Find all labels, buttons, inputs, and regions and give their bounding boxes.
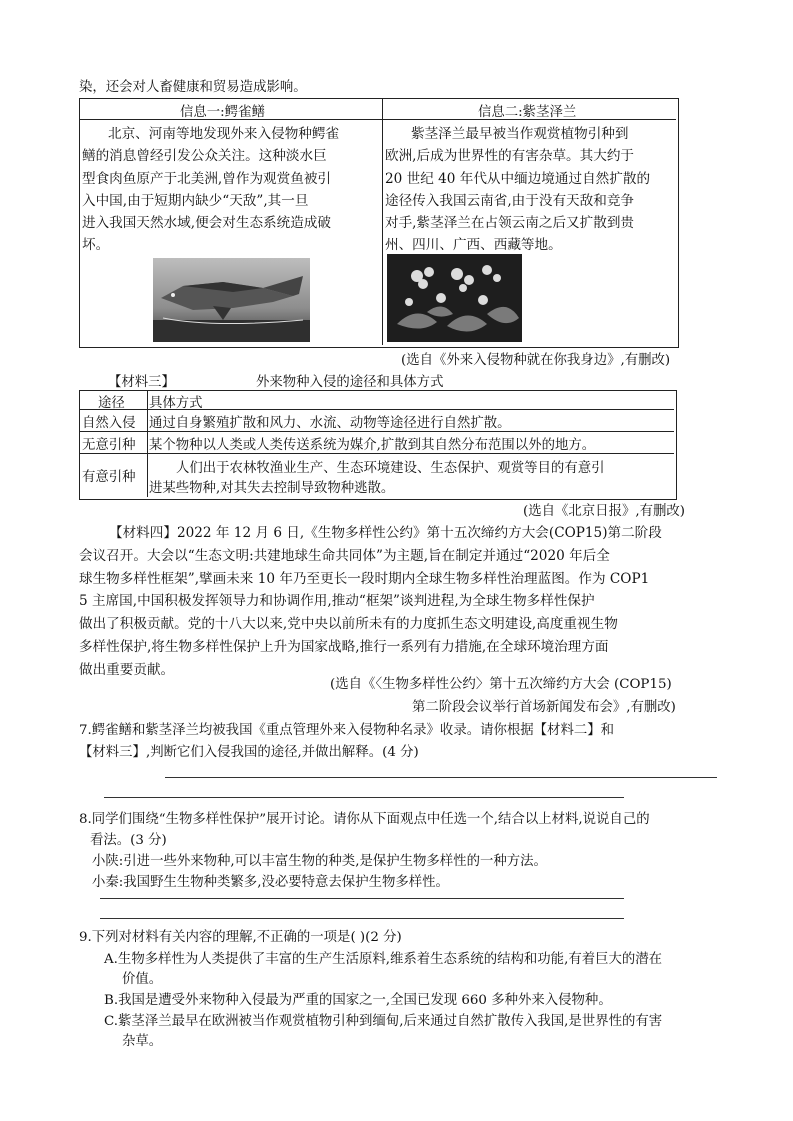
alligator-gar-photo: [153, 258, 310, 342]
header-method: 具体方式: [149, 396, 203, 411]
q9-option-a-line1[interactable]: A.生物多样性为人类提供了丰富的生产生活原料,维系着生态系统的结构和功能,有着巨大的潜在: [104, 952, 663, 967]
route-natural: 自然入侵: [82, 416, 136, 431]
q7-answer-line[interactable]: [104, 797, 624, 798]
method-natural: 通过自身繁殖扩散和风力、水流、动物等途径进行自然扩散。: [149, 416, 511, 431]
material4-source-line1: (选自《〈生物多样性公约〉第十五次缔约方大会 (COP15): [330, 677, 672, 692]
info-table: [79, 98, 679, 348]
q7-line1: 7.鳄雀鳝和紫茎泽兰均被我国《重点管理外来入侵物种名录》收录。请你根据【材料二】和: [79, 723, 615, 738]
intro-line: 染，还会对人畜健康和贸易造成影响。: [79, 80, 307, 95]
left-header: 信息一:鳄雀鳝: [180, 105, 265, 120]
material4-source-line2: 第二阶段会议举行首场新闻发布会》,有删改): [412, 700, 676, 715]
q8-line1: 8.同学们围绕“生物多样性保护”展开讨论。请你从下面观点中任选一个,结合以上材料,说说自己的: [79, 812, 650, 827]
q9-stem: 9.下列对材料有关内容的理解,不正确的一项是( )(2 分): [79, 930, 402, 945]
right-header: 信息二:紫茎泽兰: [478, 105, 577, 120]
q7-answer-line[interactable]: [165, 777, 717, 778]
routes-row-divider: [80, 453, 674, 454]
route-unintentional: 无意引种: [82, 438, 136, 453]
header-divider: [80, 119, 676, 120]
crofton-weed-photo: [387, 254, 522, 342]
route-intentional: 有意引种: [82, 470, 136, 485]
q9-option-a-line2: 价值。: [122, 972, 163, 987]
q8-answer-line[interactable]: [100, 898, 624, 899]
info-source: (选自《外来入侵物种就在你我身边》,有删改): [401, 353, 671, 368]
left-paragraph: 北京、河南等地发现外来入侵物种鳄雀 鳝的消息曾经引发公众关注。这种淡水巨 型食肉鱼原产于北美洲,曾作为观赏鱼被引 入中国,由于短期内缺少“天敌”,其一旦 进入我国天然水域,便会对生态系统造成破 坏。: [82, 126, 340, 254]
q9-option-b[interactable]: B.我国是遭受外来物种入侵最为严重的国家之一,全国已发现 660 多种外来入侵物种。: [104, 993, 612, 1008]
right-paragraph: 紫茎泽兰最早被当作观赏植物引种到 欧洲,后成为世界性的有害杂草。其大约于 20 世纪 40 年代从中缅边境通过自然扩散的 途径传入我国云南省,由于没有天敌和竞争 对手,紫茎泽兰在占领云南之后又扩散到贵 州、四川、广西、西藏等地。: [385, 126, 651, 254]
routes-table: [79, 390, 677, 500]
q8-line2: 看法。(3 分): [90, 833, 167, 848]
routes-col-divider: [147, 391, 148, 497]
q8-answer-line[interactable]: [100, 918, 624, 919]
column-divider: [382, 99, 383, 345]
material3-source: (选自《北京日报》,有删改): [523, 504, 686, 519]
method-unintentional: 某个物种以人类或人类传送系统为媒介,扩散到其自然分布范围以外的地方。: [149, 438, 596, 453]
method-intentional-line2: 进某些物种,对其失去控制导致物种逃散。: [149, 481, 395, 496]
header-route: 途径: [98, 396, 125, 411]
material4-paragraph: 【材料四】2022 年 12 月 6 日,《生物多样性公约》第十五次缔约方大会(COP15)第二阶段 会议召开。大会以“生态文明:共建地球生命共同体”为主题,旨在制定并通过“2020 年后全 球生物多样性框架”,擘画未来 10 年乃至更长一段时期内全球生物多样性治理蓝图。作为 COP1 5 主席国,中国积极发挥领导力和协调作用,推动“框架”谈判进程,为全球生物多样性保护 做出了积极贡献。党的十八大以来,党中央以前所未有的力度抓生态文明建设,高度重视生物 多样性保护,将生物多样性保护上升为国家战略,推行一系列有力措施,在全球环境治理方面 做出重要贡献。: [79, 525, 662, 678]
q8-view-1: 小陕:引进一些外来物种,可以丰富生物的种类,是保护生物多样性的一种方法。: [92, 854, 547, 869]
material3-title: 外来物种入侵的途径和具体方式: [256, 375, 444, 390]
q9-option-c-line1[interactable]: C.紫茎泽兰最早在欧洲被当作观赏植物引种到缅甸,后来通过自然扩散传入我国,是世界性的有害: [104, 1014, 663, 1029]
q7-line2: 【材料三】,判断它们入侵我国的途径,并做出解释。(4 分): [79, 745, 419, 760]
q8-view-2: 小秦:我国野生生物种类繁多,没必要特意去保护生物多样性。: [92, 875, 449, 890]
q9-option-c-line2: 杂草。: [122, 1034, 163, 1049]
material3-label: 【材料三】: [108, 375, 175, 390]
routes-row-divider: [80, 431, 674, 432]
method-intentional-line1: 人们出于农林牧渔业生产、生态环境建设、生态保护、观赏等目的有意引: [176, 461, 605, 476]
